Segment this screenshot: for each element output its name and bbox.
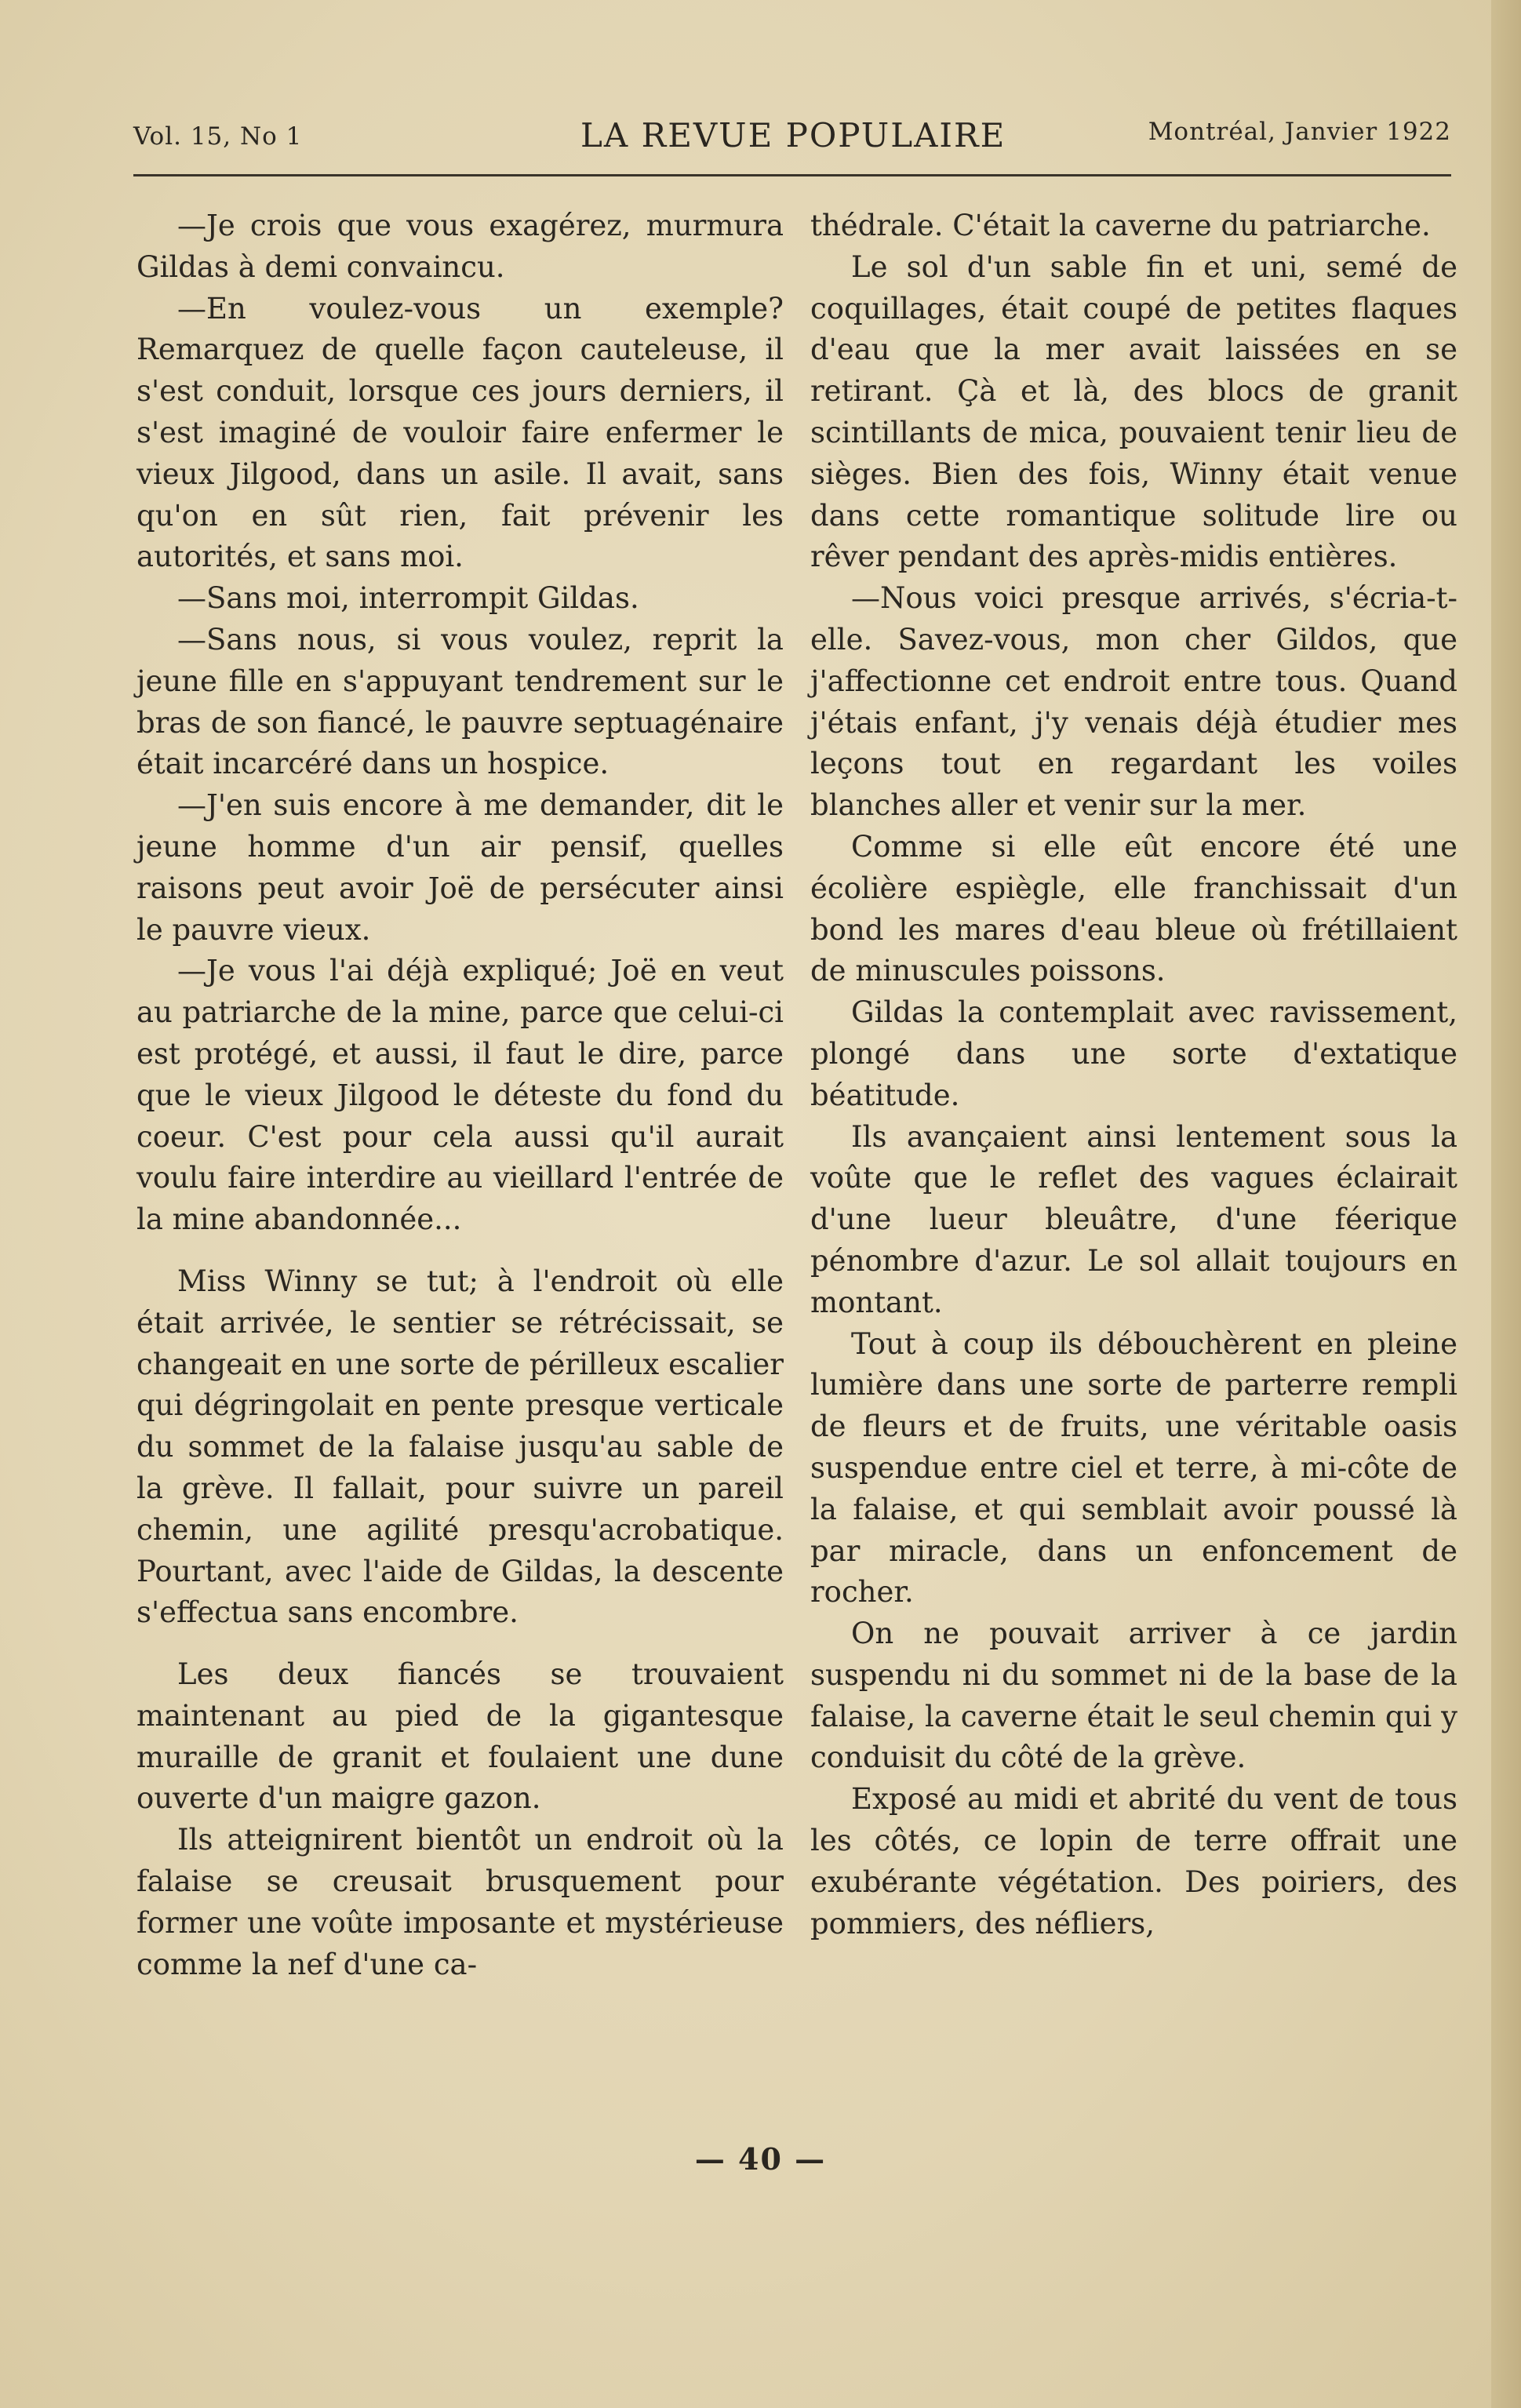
paragraph: Ils atteignirent bientôt un endroit où la falaise se creusait brusquement pour former une voûte imposante et mystérieuse comme la nef d'une ca-	[136, 1823, 784, 1981]
paragraph: Ils avançaient ainsi lentement sous la voûte que le reflet des vagues éclairait d'une lueur bleuâtre, d'une féerique pénombre d'azur. Le sol allait toujours en montant.	[810, 1119, 1457, 1319]
volume-label: Vol. 15, No 1	[133, 122, 303, 151]
right-column	[810, 206, 1457, 1944]
paragraph: Exposé au midi et abrité du vent de tous les côtés, ce lopin de terre offrait une exubérante végétation. Des poiriers, des pommiers, des néfliers,	[810, 1782, 1457, 1941]
paragraph: —Je vous l'ai déjà expliqué; Joë en veut au patriarche de la mine, parce que celui-ci est protégé, et aussi, il faut le dire, parce que le vieux Jilgood le déteste du fond du coeur. C'est pour cela aussi qu'il aurait voulu faire interdire au vieillard l'entrée de la mine abandonnée...	[136, 954, 784, 1237]
paragraph: On ne pouvait arriver à ce jardin suspendu ni du sommet ni de la base de la falaise, la caverne était le seul chemin qui y conduisit du côté de la grève.	[810, 1617, 1457, 1775]
page-edge	[1491, 0, 1521, 2408]
paragraph: Les deux fiancés se trouvaient maintenant au pied de la gigantesque muraille de granit et foulaient une dune ouverte d'un maigre gazon.	[136, 1657, 784, 1816]
paragraph: thédrale. C'était la caverne du patriarche.	[810, 209, 1431, 242]
header-rule	[133, 174, 1451, 176]
left-column	[136, 206, 784, 1985]
paragraph: Miss Winny se tut; à l'endroit où elle était arrivée, le sentier se rétrécissait, se changeait en une sorte de périlleux escalier qui dégringolait en pente presque verticale du sommet de la falaise jusqu'au sable de la grève. Il fallait, pour suivre un pareil chemin, une agilité presqu'acrobatique. Pourtant, avec l'aide de Gildas, la descente s'effectua sans encombre.	[136, 1264, 784, 1630]
paragraph: Le sol d'un sable fin et uni, semé de coquillages, était coupé de petites flaques d'eau que la mer avait laissées en se retirant. Çà et là, des blocs de granit scintillants de mica, pouvaient tenir lieu de sièges. Bien des fois, Winny était venue dans cette romantique solitude lire ou rêver pendant des après-midis entières.	[810, 249, 1457, 574]
paragraph: —Sans nous, si vous voulez, reprit la jeune fille en s'appuyant tendrement sur le bras de son fiancé, le pauvre septuagénaire était incarcéré dans un hospice.	[136, 622, 784, 781]
paragraph: —Nous voici presque arrivés, s'écria-t-elle. Savez-vous, mon cher Gildos, que j'affectionne cet endroit entre tous. Quand j'étais enfant, j'y venais déjà étudier mes leçons tout en regardant les voiles blanches aller et venir sur la mer.	[810, 581, 1457, 823]
issue-date: Montréal, Janvier 1922	[1148, 118, 1451, 146]
paragraph: Gildas la contemplait avec ravissement, plongé dans une sorte d'extatique béatitude.	[810, 995, 1457, 1112]
paragraph: —En voulez-vous un exemple? Remarquez de quelle façon cauteleuse, il s'est conduit, lorsque ces jours derniers, il s'est imaginé de vouloir faire enfermer le vieux Jilgood, dans un asile. Il avait, sans qu'on en sût rien, fait prévenir les autorités, et sans moi.	[136, 291, 784, 574]
paragraph: —J'en suis encore à me demander, dit le jeune homme d'un air pensif, quelles raisons peut avoir Joë de persécuter ainsi le pauvre vieux.	[136, 788, 784, 947]
publication-title: LA REVUE POPULAIRE	[580, 116, 1006, 155]
paragraph: —Sans moi, interrompit Gildas.	[177, 581, 639, 616]
page-number: — 40 —	[694, 2141, 827, 2177]
paragraph: —Je crois que vous exagérez, murmura Gildas à demi convaincu.	[136, 209, 784, 284]
paragraph: Comme si elle eût encore été une écolière espiègle, elle franchissait d'un bond les mares d'eau bleue où frétillaient de minuscules poissons.	[810, 829, 1457, 988]
page-header	[133, 110, 1451, 173]
paragraph: Tout à coup ils débouchèrent en pleine lumière dans une sorte de parterre rempli de fleurs et de fruits, une véritable oasis suspendue entre ciel et terre, à mi-côte de la falaise, et qui semblait avoir poussé là par miracle, dans un enfoncement de rocher.	[810, 1326, 1457, 1610]
